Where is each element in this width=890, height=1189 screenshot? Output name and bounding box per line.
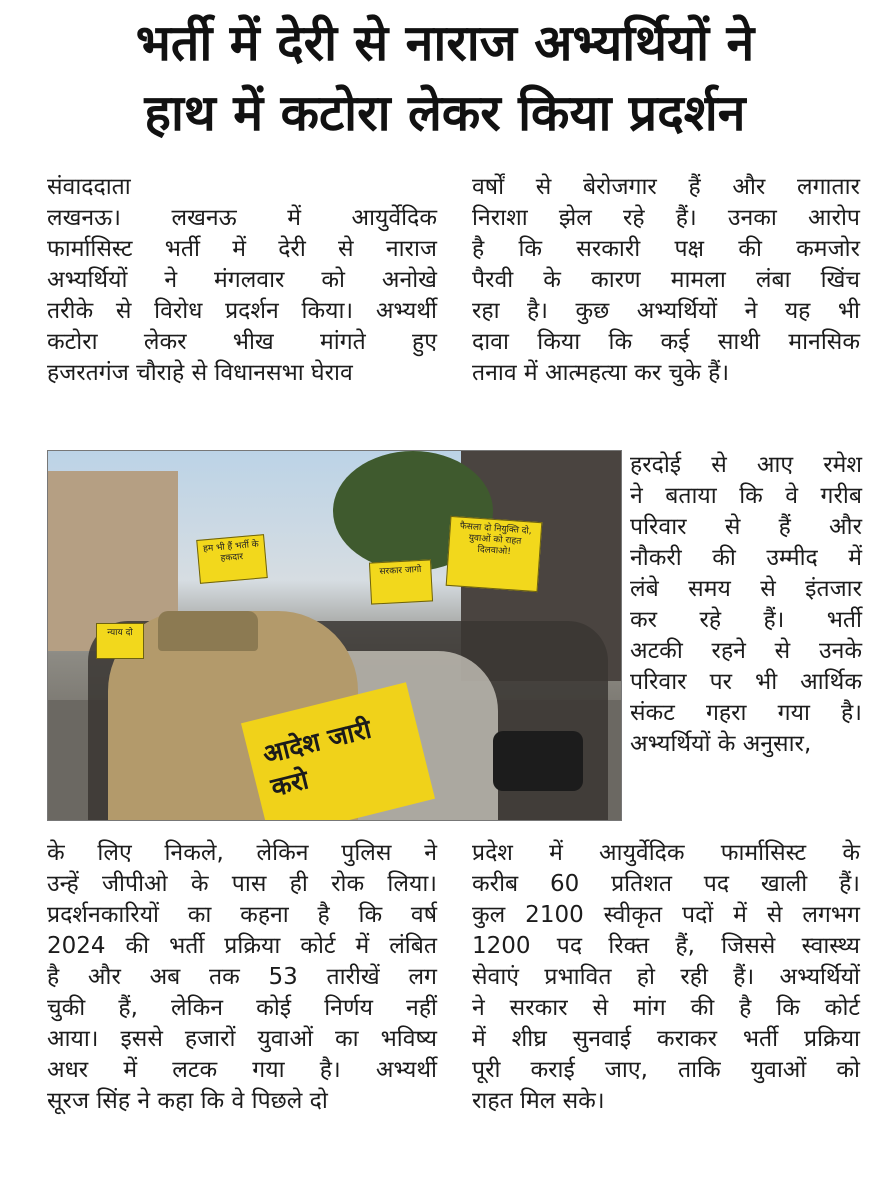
text-line: कुल 2100 स्वीकृत पदों में से लगभग xyxy=(472,902,860,928)
photo-police-cap xyxy=(158,611,258,651)
text-line: लखनऊ। लखनऊ में आयुर्वेदिक xyxy=(47,205,437,231)
placard-4: न्याय दो xyxy=(96,623,144,659)
text-line: अभ्यर्थियों के अनुसार, xyxy=(630,731,812,757)
text-line: है कि सरकारी पक्ष की कमजोर xyxy=(472,236,860,262)
text-line: सेवाएं प्रभावित हो रही हैं। अभ्यर्थियों xyxy=(472,964,860,990)
text-line: है और अब तक 53 तारीखें लग xyxy=(47,964,437,990)
text-line: परिवार पर भी आर्थिक xyxy=(630,669,862,695)
text-line: अटकी रहने से उनके xyxy=(630,638,862,664)
placard-3: सरकार जागो xyxy=(369,559,433,604)
text-line: कर रहे हैं। भर्ती xyxy=(630,607,862,633)
text-line: के लिए निकले, लेकिन पुलिस ने xyxy=(47,840,437,866)
text-line: लंबे समय से इंतजार xyxy=(630,576,862,602)
headline-line-2: हाथ में कटोरा लेकर किया प्रदर्शन xyxy=(144,84,746,142)
text-line: 1200 पद रिक्त हैं, जिससे स्वास्थ्य xyxy=(472,933,860,959)
text-line: पैरवी के कारण मामला लंबा खिंच xyxy=(472,267,860,293)
text-line: नौकरी की उम्मीद में xyxy=(630,545,862,571)
text-line: प्रदर्शनकारियों का कहना है कि वर्ष xyxy=(47,902,437,928)
headline-line-1: भर्ती में देरी से नाराज अभ्यर्थियों ने xyxy=(135,14,755,72)
text-line: परिवार से हैं और xyxy=(630,514,862,540)
text-line: में शीघ्र सुनवाई कराकर भर्ती प्रक्रिया xyxy=(472,1026,860,1052)
text-line: दावा किया कि कई साथी मानसिक xyxy=(472,329,860,355)
photo-camera xyxy=(493,731,583,791)
text-line: सूरज सिंह ने कहा कि वे पिछले दो xyxy=(47,1088,328,1114)
protest-banner: आदेश जारी करो xyxy=(241,682,435,821)
text-line: हजरतगंज चौराहे से विधानसभा घेराव xyxy=(47,360,353,386)
text-line: आया। इससे हजारों युवाओं का भविष्य xyxy=(47,1026,437,1052)
text-line: उन्हें जीपीओ के पास ही रोक लिया। xyxy=(47,871,437,897)
protest-photo xyxy=(47,450,622,821)
text-line: अभ्यर्थियों ने मंगलवार को अनोखे xyxy=(47,267,437,293)
text-line: 2024 की भर्ती प्रक्रिया कोर्ट में लंबित xyxy=(47,933,437,959)
text-line: कटोरा लेकर भीख मांगते हुए xyxy=(47,329,437,355)
text-line: राहत मिल सके। xyxy=(472,1088,605,1114)
text-line: चुकी हैं, लेकिन कोई निर्णय नहीं xyxy=(47,995,437,1021)
text-line: अधर में लटक गया है। अभ्यर्थी xyxy=(47,1057,437,1083)
text-line: तरीके से विरोध प्रदर्शन किया। अभ्यर्थी xyxy=(47,298,437,324)
text-line: रहा है। कुछ अभ्यर्थियों ने यह भी xyxy=(472,298,860,324)
headline xyxy=(0,8,890,148)
placard-1: फैसला दो नियुक्ति दो, युवाओं को राहत दिलवाओ! xyxy=(446,516,543,592)
text-line: वर्षों से बेरोजगार हैं और लगातार xyxy=(472,174,860,200)
placard-2: हम भी हैं भर्ती के हकदार xyxy=(196,534,268,584)
text-line: ने सरकार से मांग की है कि कोर्ट xyxy=(472,995,860,1021)
text-line: तनाव में आत्महत्या कर चुके हैं। xyxy=(472,360,730,386)
byline: संवाददाता xyxy=(47,174,131,200)
text-line: पूरी कराई जाए, ताकि युवाओं को xyxy=(472,1057,860,1083)
text-line: करीब 60 प्रतिशत पद खाली हैं। xyxy=(472,871,860,897)
text-line: हरदोई से आए रमेश xyxy=(630,452,862,478)
text-line: प्रदेश में आयुर्वेदिक फार्मासिस्ट के xyxy=(472,840,860,866)
text-line: फार्मासिस्ट भर्ती में देरी से नाराज xyxy=(47,236,437,262)
text-line: ने बताया कि वे गरीब xyxy=(630,483,862,509)
text-line: संकट गहरा गया है। xyxy=(630,700,862,726)
text-line: निराशा झेल रहे हैं। उनका आरोप xyxy=(472,205,860,231)
